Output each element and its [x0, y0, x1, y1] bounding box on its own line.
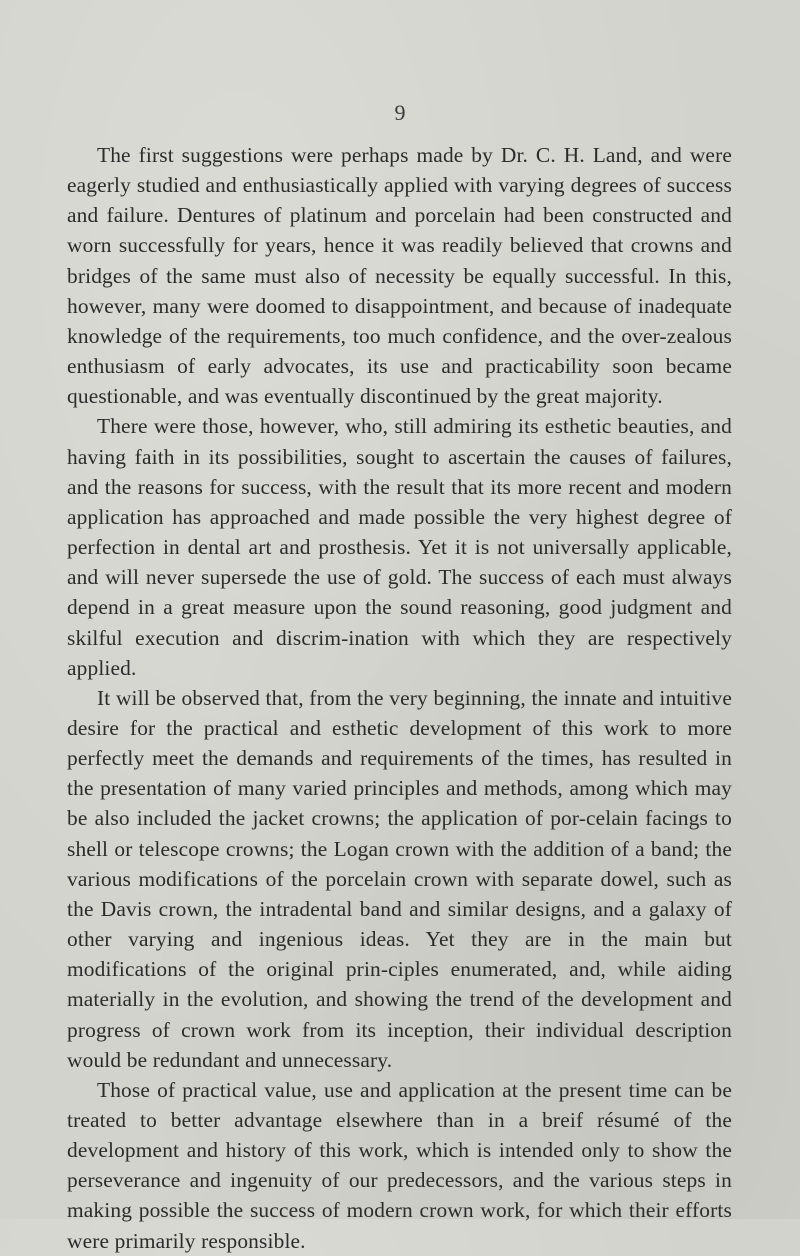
paragraph-2: There were those, however, who, still admiring its esthetic beauties, and having faith in its possibilities, sought to ascertain the causes of failures, and the reasons for success, with the result that its more recent and modern application has approached and made possible the very highest degree of perfection in dental art and prosthesis. Yet it is not universally applicable, and will never supersede the use of gold. The success of each must always depend in a great measure upon the sound reasoning, good judgment and skilful execution and discrim-ination with which they are respectively applied.: [67, 414, 732, 680]
paragraph-1: The first suggestions were perhaps made by Dr. C. H. Land, and were eagerly studied and enthusiastically applied with varying degrees of success and failure. Dentures of platinum and porcelain had been constructed and worn successfully for years, hence it was readily believed that crowns and bridges of the same must also of necessity be equally successful. In this, however, many were doomed to disappointment, and because of inadequate knowledge of the requirements, too much confidence, and the over-zealous enthusiasm of early advocates, its use and practicability soon became questionable, and was eventually discontinued by the great majority.: [67, 143, 732, 409]
paragraph-3: It will be observed that, from the very beginning, the innate and intuitive desire for the practical and esthetic development of this work to more perfectly meet the demands and requirements of the times, has resulted in the presentation of many varied principles and methods, among which may be also included the jacket crowns; the application of por-celain facings to shell or telescope crowns; the Logan crown with the addition of a band; the various modifications of the porcelain crown with separate dowel, such as the Davis crown, the intradental band and similar designs, and a galaxy of other varying and ingenious ideas. Yet they are in the main but modifications of the original prin-ciples enumerated, and, while aiding materially in the evolution, and showing the trend of the development and progress of crown work from its inception, their individual description would be redundant and unnecessary.: [67, 685, 732, 1072]
page-number: 9: [394, 100, 406, 125]
body-text: [67, 140, 732, 1256]
paragraph-4: Those of practical value, use and application at the present time can be treated to better advantage elsewhere than in a breif résumé of the development and history of this work, which is intended only to show the perseverance and ingenuity of our predecessors, and the various steps in making possible the success of modern crown work, for which their efforts were primarily responsible.: [67, 1077, 732, 1253]
